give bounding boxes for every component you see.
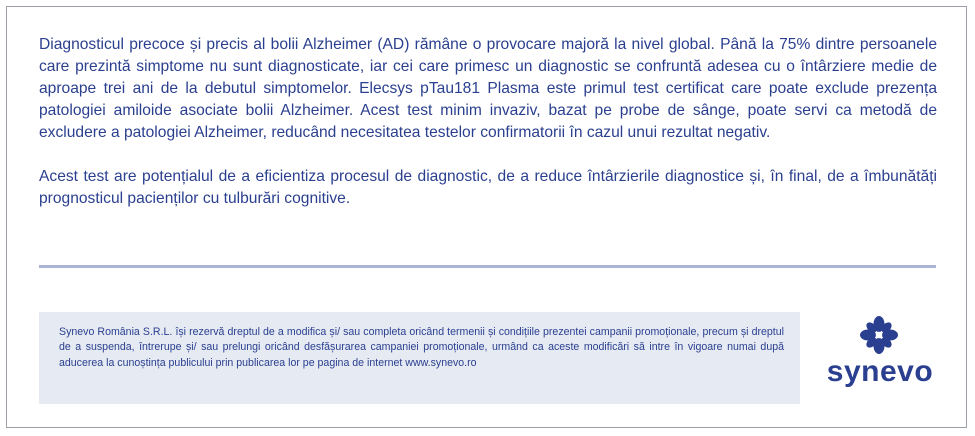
intro-paragraph: Diagnosticul precoce și precis al bolii Alzheimer (AD) rămâne o provocare majoră la nivel global. Până la 75% dintre persoanele care prezintă simptome nu sunt diagnosticate, iar cei care primesc un diagnostic se confruntă adesea cu o întârziere medie de aproape trei ani de la debutul simptomelor. Elecsys pTau181 Plasma este primul test certificat care poate exclude prezența patologiei amiloide asociate bolii Alzheimer. Acest test minim invaziv, bazat pe probe de sânge, poate servi ca metodă de excludere a patologiei Alzheimer, reducând necesitatea testelor confirmatorii în cazul unui rezultat negativ. [39,36,937,141]
section-divider [39,265,936,268]
content-frame [6,6,967,428]
benefit-paragraph: Acest test are potențialul de a eficientiza procesul de diagnostic, de a reduce întârzierile diagnostice și, în final, de a îmbunătăți prognosticul pacienților cu tulburări cognitive. [39,168,937,207]
logo-wordmark: synevo [826,355,934,388]
synevo-logo [811,313,949,403]
disclaimer-box [39,312,800,404]
disclaimer-text: Synevo România S.R.L. își rezervă dreptul de a modifica și/ sau completa oricând termenii și condițiile prezentei campanii promoționale, precum și dreptul de a suspenda, întrerupe și/ sau prelungi oricând desfășurarea campaniei promoționale, urmând ca aceste modificări să intre în vigoare numai după aducerea la cunoștința publicului prin publicarea lor pe pagina de internet www.synevo.ro [59,326,784,369]
flower-icon [857,313,901,357]
main-text [39,34,937,210]
